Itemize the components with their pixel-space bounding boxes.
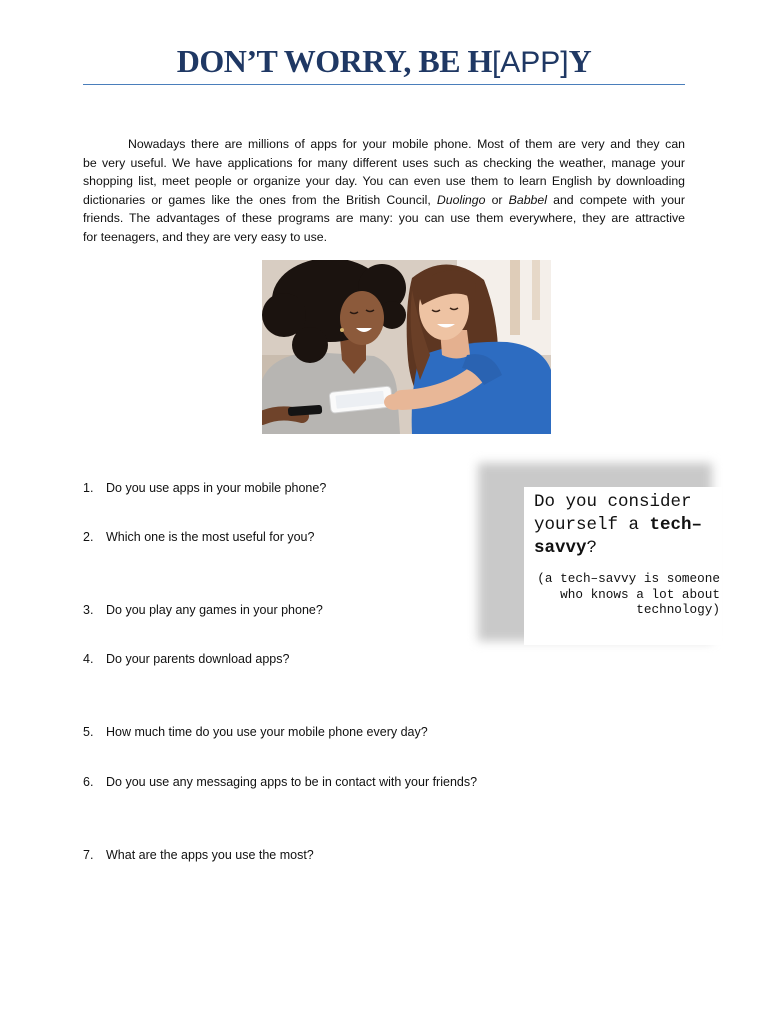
app-name-babbel: Babbel xyxy=(508,192,547,207)
intro-line-text: and compete with your xyxy=(546,192,685,207)
question-number: 6. xyxy=(83,775,94,789)
question-text: Do you use any messaging apps to be in contact with your friends? xyxy=(106,775,478,789)
question-text: Which one is the most useful for you? xyxy=(106,530,315,544)
intro-line xyxy=(83,191,685,210)
callout-question-text: yourself a xyxy=(534,515,650,535)
intro-line: for teenagers, and they are very easy to use. xyxy=(83,229,328,244)
question-item xyxy=(83,479,503,497)
callout-term: savvy xyxy=(534,538,587,558)
callout-question-mark: ? xyxy=(586,538,598,558)
hand xyxy=(384,394,404,410)
title-app-bracket: [APP] xyxy=(491,46,569,79)
intro-line: friends. The advantages of these programs are many: you can use them everywhere, they are attractive xyxy=(83,211,685,226)
question-item xyxy=(83,773,503,791)
title-text-end: Y xyxy=(568,43,592,79)
question-text: What are the apps you use the most? xyxy=(106,848,314,862)
callout-definition-line: (a tech–savvy is someone xyxy=(537,571,720,586)
question-number: 1. xyxy=(83,481,94,495)
photo xyxy=(262,260,551,434)
callout-box xyxy=(524,487,722,645)
question-number: 2. xyxy=(83,530,94,544)
app-name-duolingo: Duolingo xyxy=(436,192,486,207)
question-item xyxy=(83,601,503,619)
question-number: 3. xyxy=(83,603,94,617)
callout-definition-line: who knows a lot about xyxy=(560,586,720,602)
intro-line: Nowadays there are millions of apps for your mobile phone. Most of them are very and they can xyxy=(128,137,685,151)
intro-line: shopping list, meet people or organize your day. You can even use them to learn English by downloading xyxy=(83,174,685,189)
callout-definition xyxy=(528,571,720,618)
callout-term: tech– xyxy=(649,515,703,535)
question-number: 7. xyxy=(83,848,94,862)
title-text-start: DON’T WORRY, BE H xyxy=(176,43,492,79)
question-item xyxy=(83,528,503,546)
intro-line-text: or xyxy=(485,192,509,207)
callout-question xyxy=(534,491,720,560)
intro-line-text: dictionaries or games like the ones from the British Council, xyxy=(83,192,437,207)
question-text: How much time do you use your mobile phone every day? xyxy=(106,725,428,739)
question-item xyxy=(83,846,503,864)
question-number: 4. xyxy=(83,652,94,666)
callout-question-text: Do you consider xyxy=(534,492,692,512)
title-underline-rule xyxy=(83,84,685,85)
question-text: Do you play any games in your phone? xyxy=(106,603,323,617)
question-text: Do your parents download apps? xyxy=(106,652,290,666)
question-number: 5. xyxy=(83,725,94,739)
callout-definition-line: technology) xyxy=(636,602,720,617)
question-item xyxy=(83,723,503,741)
question-text: Do you use apps in your mobile phone? xyxy=(106,481,327,495)
page-title xyxy=(83,41,685,83)
intro-line: be very useful. We have applications for many different uses such as checking the weather, manage your xyxy=(83,155,685,170)
intro-paragraph xyxy=(83,135,685,247)
question-item xyxy=(83,650,503,668)
